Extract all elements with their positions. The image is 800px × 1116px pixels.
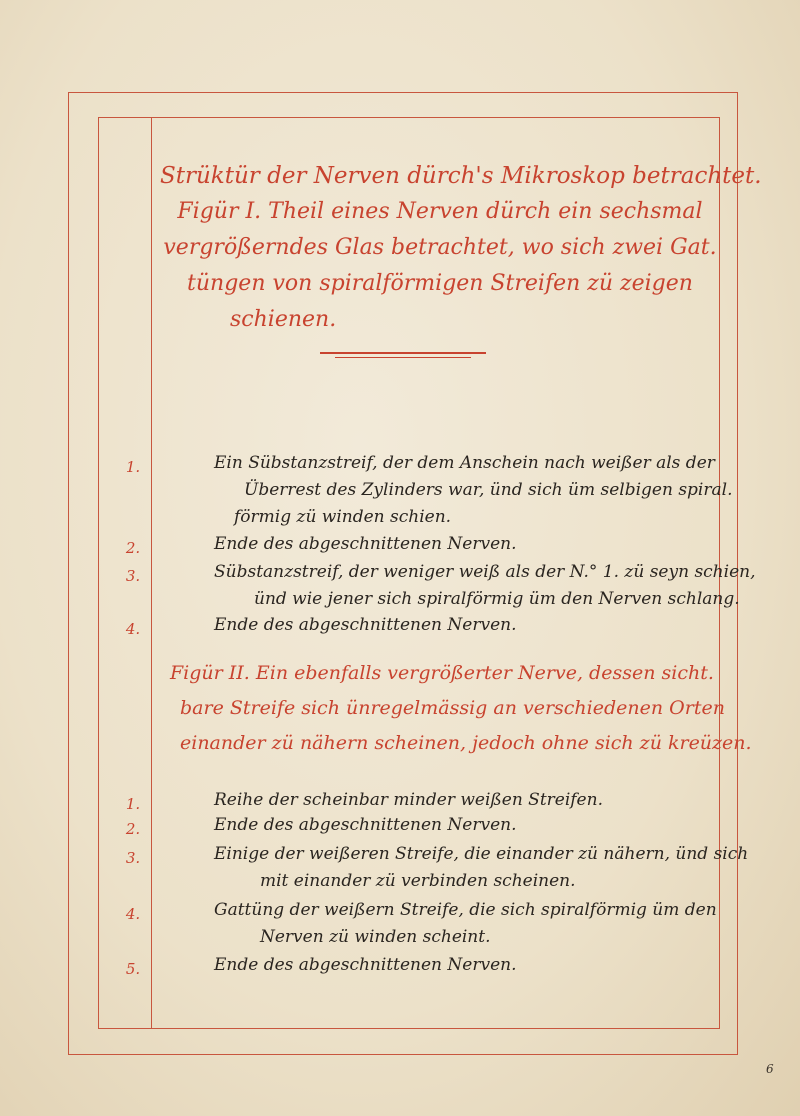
item-number: 2. <box>125 820 141 838</box>
heading-rule <box>320 352 486 354</box>
entry-line: Sübstanzstreif, der weniger weiß als der N.° 1. zü seyn schien, <box>214 562 756 582</box>
entry-line: Reihe der scheinbar minder weißen Streifen. <box>214 790 603 810</box>
heading-line: vergrößerndes Glas betrachtet, wo sich zwei Gat. <box>163 235 717 260</box>
heading-line: Strüktür der Nerven dürch's Mikroskop betrachtet. <box>160 163 762 189</box>
figure-2-caption <box>170 656 752 761</box>
heading-line: Figür I. Theil eines Nerven dürch ein sechsmal <box>177 199 703 224</box>
caption-line: Figür II. Ein ebenfalls vergrößerter Nerve, dessen sicht. <box>170 662 714 684</box>
item-number: 5. <box>125 960 141 978</box>
entry-line: mit einander zü verbinden scheinen. <box>260 871 576 891</box>
entry-line: Überrest des Zylinders war, ünd sich üm selbigen spiral. <box>244 480 733 500</box>
heading-line: tüngen von spiralförmigen Streifen zü zeigen <box>187 271 693 296</box>
page-heading <box>160 158 762 338</box>
entry-line: förmig zü winden schien. <box>234 507 452 527</box>
item-number: 3. <box>125 567 141 585</box>
caption-line: bare Streife sich ünregelmässig an verschiedenen Orten <box>180 697 725 719</box>
fig2-item-4 <box>214 897 717 951</box>
entry-line: Gattüng der weißern Streife, die sich spiralförmig üm den <box>214 900 717 920</box>
item-number: 2. <box>125 539 141 557</box>
heading-line: schienen. <box>230 307 337 332</box>
entry-line: ünd wie jener sich spiralförmig üm den Nerven schlang. <box>254 589 740 609</box>
entry-line: Ende des abgeschnittenen Nerven. <box>214 615 517 635</box>
fig1-item-2 <box>214 531 516 558</box>
fig2-item-5 <box>214 952 516 979</box>
margin-rule <box>151 117 152 1029</box>
fig1-item-1 <box>214 450 732 531</box>
entry-line: Nerven zü winden scheint. <box>260 927 491 947</box>
entry-line: Ende des abgeschnittenen Nerven. <box>214 815 517 835</box>
fig2-item-2 <box>214 812 516 839</box>
entry-line: Ein Sübstanzstreif, der dem Anschein nach weißer als der <box>214 453 715 473</box>
fig2-item-1 <box>214 787 603 814</box>
item-number: 4. <box>125 620 141 638</box>
item-number: 1. <box>125 458 141 476</box>
item-number: 3. <box>125 849 141 867</box>
item-number: 1. <box>125 795 141 813</box>
fig1-item-3 <box>214 559 756 613</box>
caption-line: einander zü nähern scheinen, jedoch ohne sich zü kreüzen. <box>180 732 752 754</box>
fig2-item-3 <box>214 841 748 895</box>
item-number: 4. <box>125 905 141 923</box>
page-number: 6 <box>766 1062 774 1076</box>
fig1-item-4 <box>214 612 516 639</box>
entry-line: Ende des abgeschnittenen Nerven. <box>214 534 517 554</box>
entry-line: Ende des abgeschnittenen Nerven. <box>214 955 517 975</box>
entry-line: Einige der weißeren Streife, die einander zü nähern, ünd sich <box>214 844 749 864</box>
heading-rule-thin <box>335 357 471 358</box>
